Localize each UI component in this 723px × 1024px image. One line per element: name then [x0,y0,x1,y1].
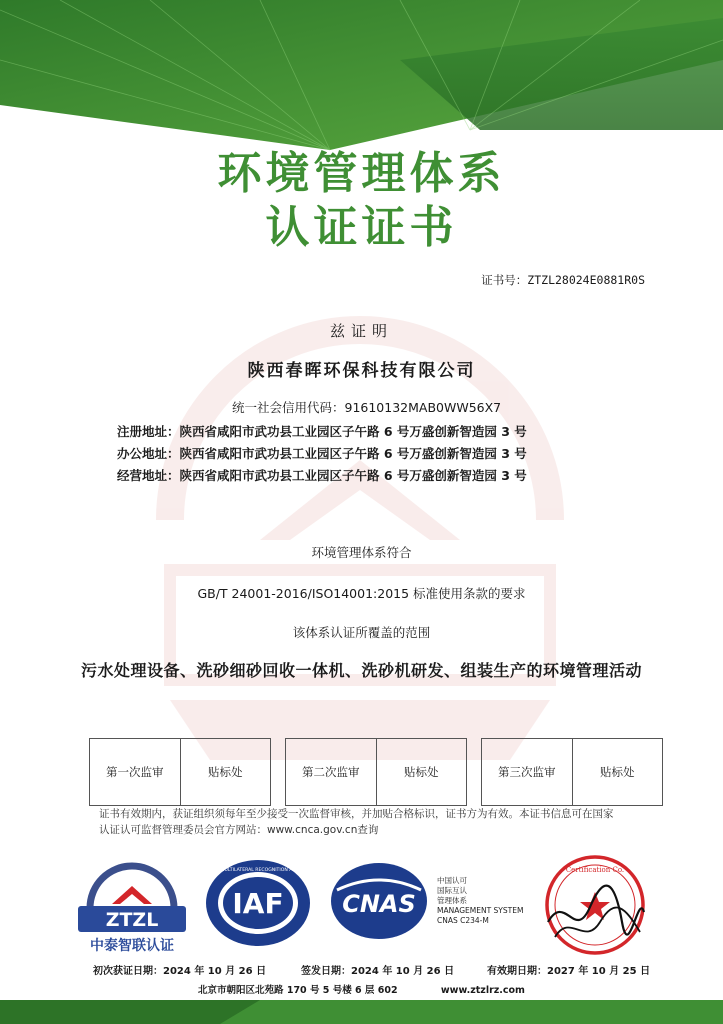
cnas-logo-icon [327,860,431,942]
registered-address: 注册地址：陕西省咸阳市武功县工业园区子午路 6 号万盛创新智造园 3 号 [117,424,527,439]
ztzl-name: 中泰智联认证 [90,938,174,954]
first-issue-date: 初次获证日期：2024 年 10 月 26 日 [93,966,267,977]
hereby-text: 兹证明 [329,322,393,340]
audit-label: 第二次监审 [302,765,360,779]
standard-text: GB/T 24001-2016/ISO14001:2015 标准使用条款的要求 [197,586,526,601]
cnas-en: MANAGEMENT SYSTEM [437,906,524,915]
issue-date: 签发日期：2024 年 10 月 26 日 [301,966,455,977]
cnas-description [437,876,523,926]
iaf-ring-text: MEMBER OF MULTILATERAL RECOGNITION ARRANGEMENT [191,868,325,873]
certification-scope: 污水处理设备、洗砂细砂回收一体机、洗砂机研发、组装生产的环境管理活动 [80,661,642,680]
certificate-title-line1: 环境管理体系 [217,148,506,199]
business-address: 经营地址：陕西省咸阳市武功县工业园区子午路 6 号万盛创新智造园 3 号 [117,468,527,483]
audit-box-3 [481,738,663,806]
certificate-number: 证书号：ZTZL28024E0881R0S [481,273,645,287]
cnas-cn-line2: 国际互认 [437,886,467,895]
certificate-title-line2: 认证证书 [265,202,458,253]
office-address: 办公地址：陕西省咸阳市武功县工业园区子午路 6 号万盛创新智造园 3 号 [117,446,527,461]
top-banner [0,0,723,170]
footer-website: www.ztzlrz.com [440,985,525,996]
footer [0,982,723,996]
iaf-mark: IAF [232,887,284,920]
conforms-text: 环境管理体系符合 [311,545,412,560]
scope-label: 该体系认证所覆盖的范围 [292,625,431,640]
audit-box-2 [285,738,467,806]
audit-label: 第三次监审 [498,765,556,779]
sticker-area: 贴标处 [180,739,271,805]
ztzl-logo-icon [72,858,192,954]
company-name: 陕西春晖环保科技有限公司 [247,361,476,381]
audit-label: 第一次监审 [106,765,164,779]
cnas-cn-line3: 管理体系 [437,896,467,905]
seal-text: Certification Co. [565,866,625,874]
ztzl-mark: ZTZL [105,909,159,931]
sticker-area: 贴标处 [572,739,663,805]
sticker-area: 贴标处 [376,739,467,805]
expiry-date: 有效期日期：2027 年 10 月 25 日 [487,966,651,977]
notice-line-2: 认证认可监督管理委员会官方网站：www.cnca.gov.cn查询 [99,824,379,836]
cnas-mark: CNAS [342,890,416,918]
red-seal-icon [540,852,650,958]
cnas-cn-line1: 中国认可 [437,876,467,885]
bottom-banner [0,1000,723,1024]
validity-notice [99,806,659,838]
cnas-id: CNAS C234-M [437,916,489,925]
credit-code: 统一社会信用代码：91610132MAB0WW56X7 [232,400,502,415]
footer-address: 北京市朝阳区北苑路 170 号 5 号楼 6 层 602 [198,985,398,996]
iaf-logo-icon [191,858,325,948]
notice-line-1: 证书有效期内，获证组织须每年至少接受一次监督审核，并加贴合格标识，证书方为有效。本证书信息可在国家 [99,808,614,820]
audit-box-1 [89,738,271,806]
